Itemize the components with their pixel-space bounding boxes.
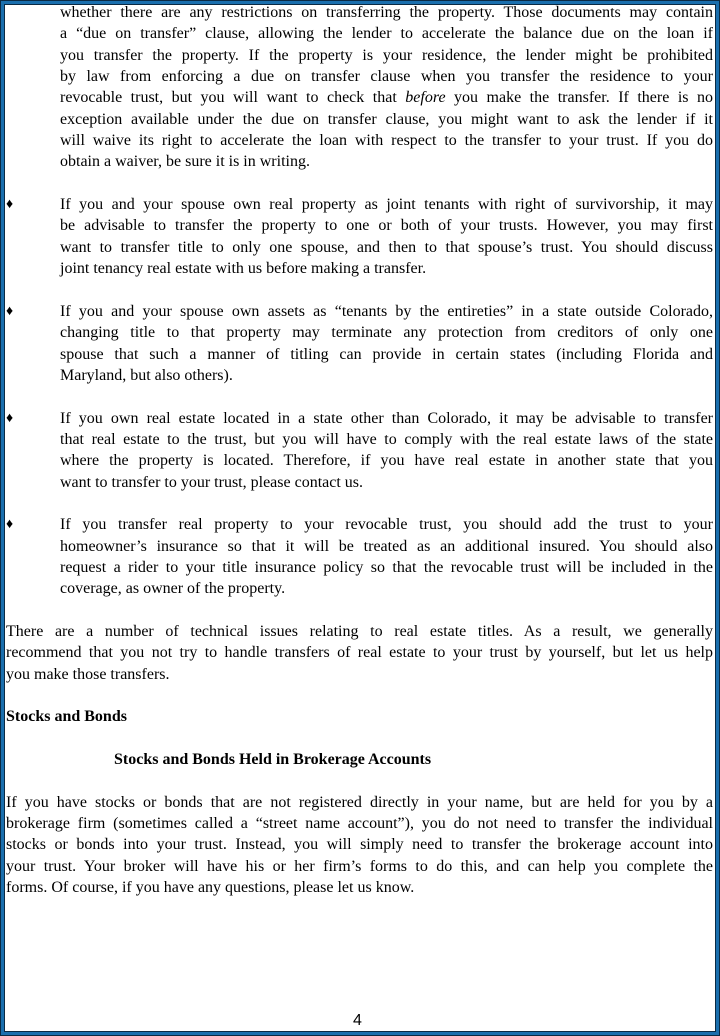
text-line: that real estate to the trust, but you will have to comply with the real estate laws of the state xyxy=(60,430,713,448)
text-segment: revocable trust, but you will want to check that xyxy=(60,89,406,107)
diamond-bullet-icon: ♦ xyxy=(6,517,14,533)
text-line: If you have stocks or bonds that are not registered directly in your name, but are held for you by a xyxy=(6,793,713,811)
diamond-bullet-icon: ♦ xyxy=(6,197,14,213)
text-line: your trust. Your broker will have his or her firm’s forms to do this, and can help you complete the xyxy=(6,857,713,875)
text-line: request a rider to your title insurance policy so that the revocable trust will be included in the xyxy=(60,558,713,576)
text-line: you make those transfers. xyxy=(6,665,170,683)
text-line: recommend that you not try to handle transfers of real estate to your trust by yourself, but let us help xyxy=(6,644,713,662)
paragraph xyxy=(6,2,713,173)
text-line: If you and your spouse own assets as “tenants by the entireties” in a state outside Colorado, xyxy=(60,302,713,320)
text-line: If you transfer real property to your revocable trust, you should add the trust to your xyxy=(60,516,713,534)
text-line: joint tenancy real estate with us before making a transfer. xyxy=(60,260,427,278)
text-line: exception available under the due on transfer clause, you might want to ask the lender if it xyxy=(60,110,713,128)
text-line: whether there are any restrictions on transferring the property. Those documents may contain xyxy=(60,4,713,21)
paragraph xyxy=(6,792,713,899)
bullet-paragraph xyxy=(6,514,713,599)
text-line: will waive its right to accelerate the loan with respect to the transfer to your trust. If you do xyxy=(60,132,713,150)
text-line: where the property is located. Therefore, if you have real estate in another state that you xyxy=(60,452,713,470)
text-line: forms. Of course, if you have any questions, please let us know. xyxy=(6,879,415,897)
text-line: brokerage firm (sometimes called a “street name account”), you do not need to transfer the individual xyxy=(6,815,713,833)
text-line: stocks or bonds into your trust. Instead, you will simply need to transfer the brokerage account into xyxy=(6,836,713,854)
text-line: If you and your spouse own real property as joint tenants with right of survivorship, it may xyxy=(60,196,713,214)
bullet-paragraph xyxy=(6,301,713,386)
text-line: There are a number of technical issues relating to real estate titles. As a result, we generally xyxy=(6,622,713,640)
subheading-text: Stocks and Bonds Held in Brokerage Accounts xyxy=(114,751,432,769)
diamond-bullet-icon: ♦ xyxy=(6,303,14,319)
text-line: homeowner’s insurance so that it will be treated as an additional insured. You should also xyxy=(60,537,713,555)
diamond-bullet-icon: ♦ xyxy=(6,410,14,426)
text-line: want to transfer title to only one spouse, and then to that spouse’s trust. You should discuss xyxy=(60,238,713,256)
text-line: want to transfer to your trust, please contact us. xyxy=(60,473,364,491)
italic-text: before xyxy=(405,89,446,107)
text-line: you transfer the property. If the property is your residence, the lender might be prohibited xyxy=(60,46,713,64)
page-number: 4 xyxy=(353,1012,362,1029)
section-heading xyxy=(6,706,713,727)
paragraph xyxy=(6,621,713,685)
text-line: by law from enforcing a due on transfer clause when you transfer the residence to your xyxy=(60,68,713,86)
text-segment: you make the transfer. If there is no xyxy=(445,89,713,107)
text-line: If you own real estate located in a state other than Colorado, it may be advisable to transfer xyxy=(60,409,713,427)
text-line: changing title to that property may terminate any protection from creditors of only one xyxy=(60,324,713,342)
text-line xyxy=(60,87,713,108)
bullet-paragraph xyxy=(6,194,713,279)
bullet-paragraph xyxy=(6,408,713,493)
text-line: spouse that such a manner of titling can provide in certain states (including Florida and xyxy=(60,345,713,363)
section-subheading xyxy=(60,749,713,770)
text-line: coverage, as owner of the property. xyxy=(60,580,286,598)
text-line: a “due on transfer” clause, allowing the lender to accelerate the balance due on the loan if xyxy=(60,25,713,43)
text-line: obtain a waiver, be sure it is in writing. xyxy=(60,153,310,171)
document-body xyxy=(6,2,713,920)
text-line: be advisable to transfer the property to one or both of your trusts. However, you may first xyxy=(60,217,713,235)
heading-text: Stocks and Bonds xyxy=(6,708,127,726)
text-line: Maryland, but also others). xyxy=(60,366,233,384)
